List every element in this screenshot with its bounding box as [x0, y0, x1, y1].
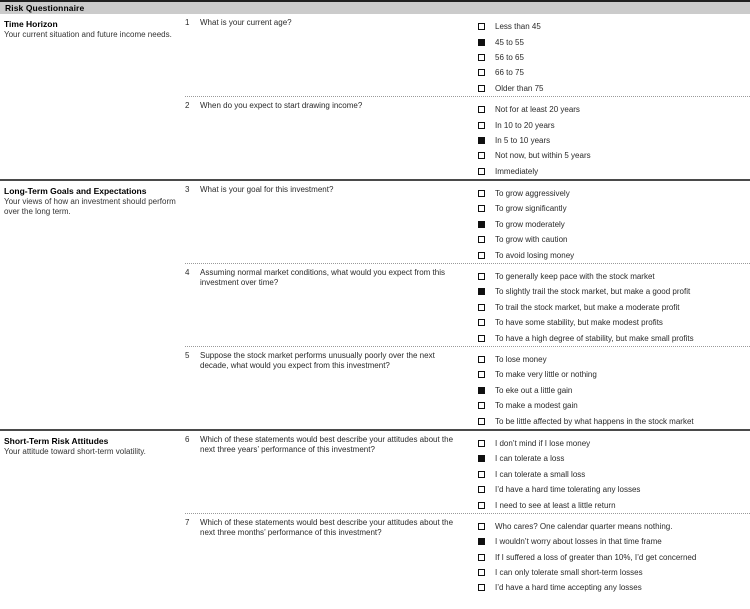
option-list: [470, 18, 750, 96]
question-number: 1: [185, 18, 190, 27]
checkbox-icon[interactable]: [478, 319, 485, 326]
option-row[interactable]: [478, 19, 750, 34]
question-col: [185, 185, 470, 263]
checkbox-icon[interactable]: [478, 205, 485, 212]
question-number: 2: [185, 100, 190, 110]
checkbox-icon[interactable]: [478, 554, 485, 561]
section-header: [0, 431, 185, 596]
checkbox-icon[interactable]: [478, 273, 485, 280]
option-label: I can tolerate a small loss: [495, 469, 586, 479]
option-row[interactable]: [478, 413, 750, 428]
section-title: Long-Term Goals and Expectations: [4, 185, 147, 196]
question-row: [185, 346, 750, 429]
question-text: Assuming normal market conditions, what would you expect from this investment over time?: [200, 267, 445, 288]
option-row[interactable]: [478, 133, 750, 148]
option-label: Older than 75: [495, 83, 544, 93]
option-row[interactable]: [478, 565, 750, 580]
question-row: [185, 14, 750, 96]
checkbox-icon[interactable]: [478, 137, 485, 144]
option-label: I need to see at least a little return: [495, 500, 616, 510]
question-text: When do you expect to start drawing income?: [200, 100, 363, 110]
question-number: 5: [185, 350, 190, 360]
option-row[interactable]: [478, 247, 750, 262]
question-text: Which of these statements would best describe your attitudes about the next three months’ performance of this investment?: [200, 517, 454, 538]
checkbox-icon[interactable]: [478, 418, 485, 425]
option-list: [470, 351, 750, 429]
option-row[interactable]: [478, 81, 750, 96]
checkbox-icon[interactable]: [478, 304, 485, 311]
option-label: In 10 to 20 years: [495, 120, 555, 130]
question-col: [185, 268, 470, 346]
option-label: To generally keep pace with the stock market: [495, 272, 655, 282]
option-label: I wouldn’t worry about losses in that time frame: [495, 537, 662, 547]
option-label: To lose money: [495, 355, 547, 364]
option-list: [470, 268, 750, 346]
option-row[interactable]: [478, 497, 750, 512]
option-label: I’d have a hard time accepting any losses: [495, 583, 642, 593]
page-title: Risk Questionnaire: [5, 3, 85, 13]
option-label: If I suffered a loss of greater than 10%, I’d get concerned: [495, 552, 697, 562]
questionnaire-section: [0, 179, 750, 429]
option-label: To grow with caution: [495, 235, 568, 245]
option-list: [470, 435, 750, 513]
option-row[interactable]: [478, 34, 750, 49]
section-description: Your attitude toward short-term volatility.: [4, 446, 146, 456]
option-label: To slightly trail the stock market, but make a good profit: [495, 287, 691, 297]
section-title: Short-Term Risk Attitudes: [4, 435, 109, 446]
option-label: To trail the stock market, but make a moderate profit: [495, 302, 680, 312]
checkbox-icon[interactable]: [478, 538, 485, 545]
option-list: [470, 185, 750, 263]
option-label: Immediately: [495, 166, 539, 176]
questionnaire-body: [0, 14, 750, 596]
option-row[interactable]: [478, 519, 750, 534]
option-label: To be little affected by what happens in the stock market: [495, 416, 694, 426]
option-label: In 5 to 10 years: [495, 135, 551, 145]
option-row[interactable]: [478, 102, 750, 117]
option-row[interactable]: [478, 186, 750, 201]
section-title: Time Horizon: [4, 19, 58, 29]
option-row[interactable]: [478, 482, 750, 497]
question-row: [185, 181, 750, 263]
option-row[interactable]: [478, 217, 750, 232]
option-row[interactable]: [478, 467, 750, 482]
checkbox-icon[interactable]: [478, 471, 485, 478]
option-row[interactable]: [478, 367, 750, 382]
checkbox-icon[interactable]: [478, 502, 485, 509]
option-row[interactable]: [478, 436, 750, 451]
checkbox-icon[interactable]: [478, 440, 485, 447]
checkbox-icon[interactable]: [478, 39, 485, 46]
section-header: [0, 181, 185, 429]
option-row[interactable]: [478, 580, 750, 595]
checkbox-icon[interactable]: [478, 23, 485, 30]
option-label: 45 to 55: [495, 37, 524, 47]
option-row[interactable]: [478, 232, 750, 247]
checkbox-icon[interactable]: [478, 152, 485, 159]
checkbox-icon[interactable]: [478, 387, 485, 394]
option-label: To avoid losing money: [495, 250, 575, 260]
option-label: Who cares? One calendar quarter means nothing.: [495, 521, 673, 531]
option-label: I don’t mind if I lose money: [495, 438, 591, 448]
checkbox-icon[interactable]: [478, 54, 485, 61]
section-description: Your current situation and future income needs.: [4, 30, 172, 39]
checkbox-icon[interactable]: [478, 168, 485, 175]
checkbox-icon[interactable]: [478, 106, 485, 113]
checkbox-icon[interactable]: [478, 523, 485, 530]
option-row[interactable]: [478, 269, 750, 284]
question-col: [185, 351, 470, 429]
option-label: Not now, but within 5 years: [495, 151, 591, 161]
option-label: To grow significantly: [495, 204, 567, 214]
checkbox-icon[interactable]: [478, 69, 485, 76]
option-row[interactable]: [478, 300, 750, 315]
option-label: To have some stability, but make modest profits: [495, 318, 663, 328]
option-row[interactable]: [478, 330, 750, 345]
question-row: [185, 431, 750, 513]
option-label: To grow moderately: [495, 219, 565, 229]
checkbox-icon[interactable]: [478, 402, 485, 409]
checkbox-icon[interactable]: [478, 288, 485, 295]
checkbox-icon[interactable]: [478, 335, 485, 342]
option-row[interactable]: [478, 201, 750, 216]
checkbox-icon[interactable]: [478, 486, 485, 493]
question-row: [185, 96, 750, 179]
option-row[interactable]: [478, 352, 750, 367]
questionnaire-section: [0, 14, 750, 179]
checkbox-icon[interactable]: [478, 455, 485, 462]
checkbox-icon[interactable]: [478, 122, 485, 129]
checkbox-icon[interactable]: [478, 190, 485, 197]
option-label: I can only tolerate small short-term losses: [495, 568, 643, 578]
checkbox-icon[interactable]: [478, 85, 485, 92]
checkbox-icon[interactable]: [478, 252, 485, 259]
checkbox-icon[interactable]: [478, 371, 485, 378]
question-number: 4: [185, 267, 190, 277]
option-label: To make a modest gain: [495, 401, 578, 411]
option-row[interactable]: [478, 164, 750, 179]
option-label: To make very little or nothing: [495, 370, 597, 380]
page-header: [0, 0, 750, 14]
option-row[interactable]: [478, 117, 750, 132]
option-label: I can tolerate a loss: [495, 454, 565, 464]
option-label: To grow aggressively: [495, 189, 570, 199]
section-header: [0, 14, 185, 179]
question-text: Which of these statements would best describe your attitudes about the next three years’ performance of this investment?: [200, 434, 454, 455]
option-label: Not for at least 20 years: [495, 105, 580, 115]
option-label: I’d have a hard time tolerating any losses: [495, 485, 641, 495]
option-row[interactable]: [478, 398, 750, 413]
option-list: [470, 518, 750, 596]
question-number: 7: [185, 517, 190, 527]
section-questions: [185, 431, 750, 596]
section-questions: [185, 181, 750, 429]
question-text: Suppose the stock market performs unusually poorly over the next decade, what would you expect from this investment?: [200, 350, 435, 371]
option-label: To have a high degree of stability, but make small profits: [495, 333, 694, 343]
option-label: 66 to 75: [495, 68, 524, 78]
option-row[interactable]: [478, 383, 750, 398]
checkbox-icon[interactable]: [478, 356, 485, 363]
question-text: What is your goal for this investment?: [200, 184, 334, 194]
option-row[interactable]: [478, 451, 750, 466]
option-row[interactable]: [478, 284, 750, 299]
option-label: To eke out a little gain: [495, 385, 573, 395]
option-label: Less than 45: [495, 22, 541, 32]
question-number: 3: [185, 184, 190, 194]
option-list: [470, 101, 750, 179]
checkbox-icon[interactable]: [478, 569, 485, 576]
question-text: What is your current age?: [200, 18, 292, 27]
section-questions: [185, 14, 750, 179]
checkbox-icon[interactable]: [478, 221, 485, 228]
section-description: Your views of how an investment should perform over the long term.: [4, 196, 176, 216]
question-col: [185, 518, 470, 596]
option-row[interactable]: [478, 50, 750, 65]
question-col: [185, 435, 470, 513]
checkbox-icon[interactable]: [478, 584, 485, 591]
questionnaire-section: [0, 429, 750, 596]
question-number: 6: [185, 434, 190, 444]
option-row[interactable]: [478, 550, 750, 565]
option-row[interactable]: [478, 65, 750, 80]
question-col: [185, 101, 470, 179]
option-row[interactable]: [478, 148, 750, 163]
checkbox-icon[interactable]: [478, 236, 485, 243]
question-row: [185, 513, 750, 596]
question-col: [185, 18, 470, 96]
option-label: 56 to 65: [495, 52, 524, 62]
option-row[interactable]: [478, 534, 750, 549]
option-row[interactable]: [478, 315, 750, 330]
question-row: [185, 263, 750, 346]
